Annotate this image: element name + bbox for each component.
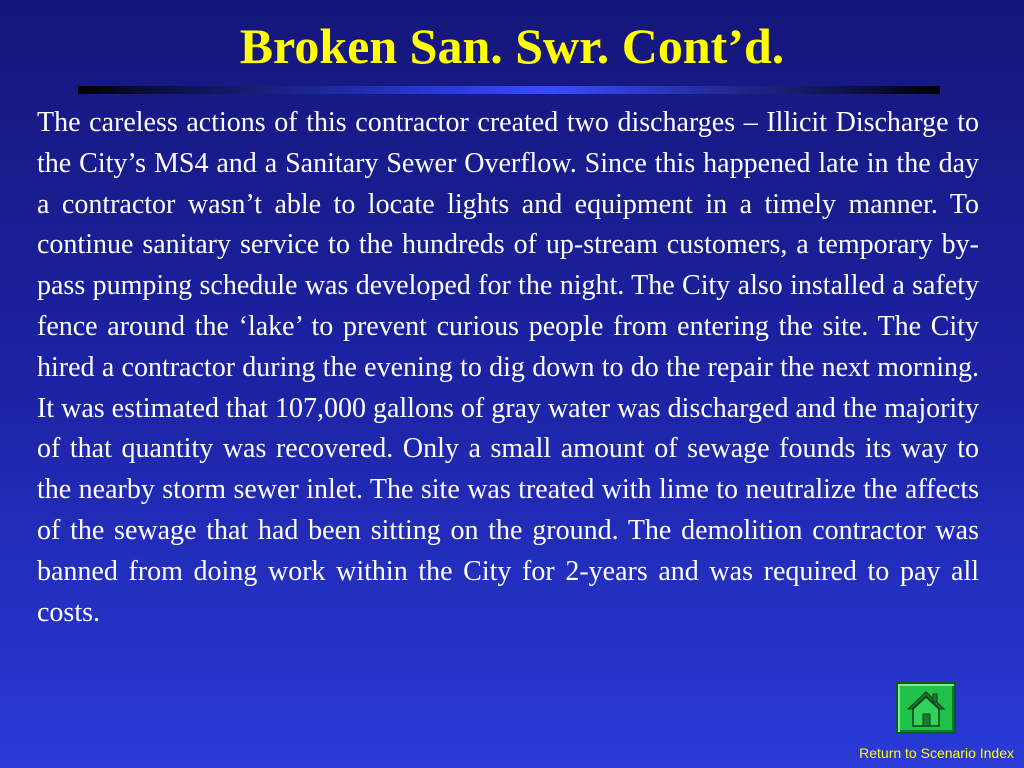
return-to-scenario-index-link[interactable]: Return to Scenario Index [859, 745, 1014, 761]
slide-body-text: The careless actions of this contractor created two discharges – Illicit Discharge to the City’s MS4 and a Sanitary Sewer Overflow. Since this happened late in the day a contractor wasn’t able to locate lights and equipment in a timely manner. To continue sanitary service to the hundreds of up-stream customers, a temporary by-pass pumping schedule was developed for the night. The City also installed a safety fence around the ‘lake’ to prevent curious people from entering the site. The City hired a contractor during the evening to dig down to do the repair the next morning. It was estimated that 107,000 gallons of gray water was discharged and the majority of that quantity was recovered. Only a small amount of sewage founds its way to the nearby storm sewer inlet. The site was treated with lime to neutralize the affects of the sewage that had been sitting on the ground. The demolition contractor was banned from doing work within the City for 2-years and was required to pay all costs. [37, 107, 979, 628]
home-icon [906, 689, 946, 729]
title-divider [78, 86, 940, 94]
home-button[interactable] [896, 682, 956, 734]
slide-title: Broken San. Swr. Cont’d. [239, 18, 785, 74]
